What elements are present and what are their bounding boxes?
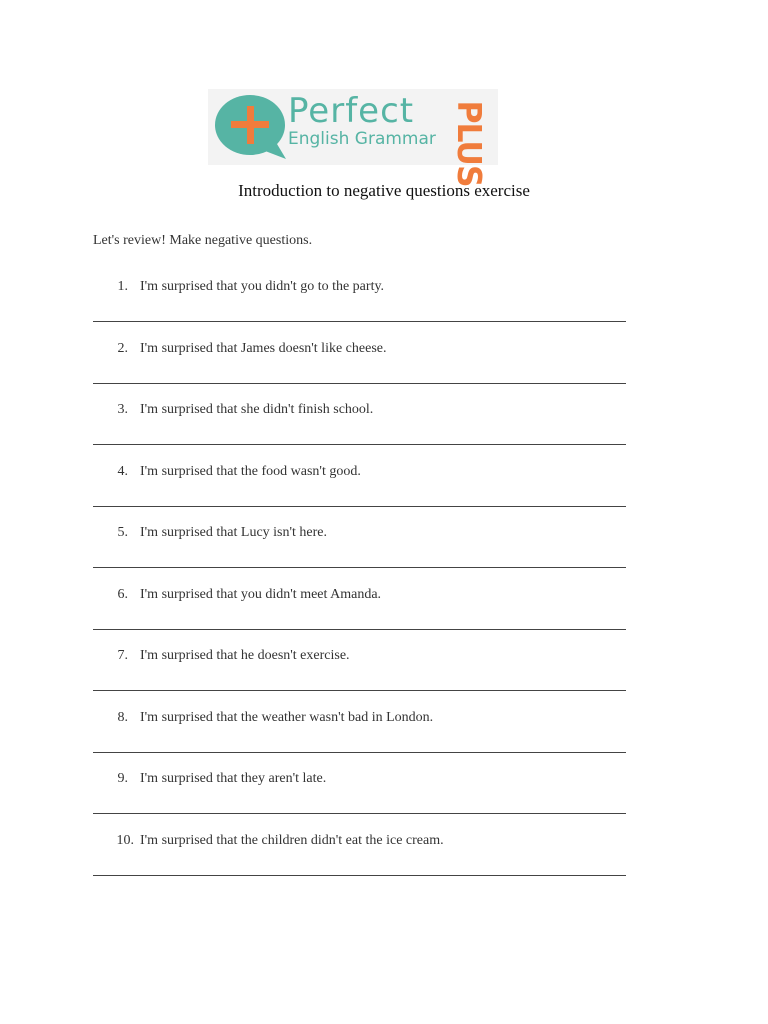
logo-word-english-grammar: English Grammar	[288, 129, 436, 149]
instructions-text: Let's review! Make negative questions.	[93, 233, 313, 248]
question-number: 2.	[117, 341, 128, 356]
question-sentence: I'm surprised that you didn't meet Amanda.	[140, 587, 382, 602]
answer-line[interactable]	[93, 383, 626, 384]
question-sentence: I'm surprised that the children didn't eat the ice cream.	[140, 833, 444, 848]
answer-line[interactable]	[93, 506, 626, 507]
answer-line[interactable]	[93, 629, 626, 630]
question-number: 9.	[117, 771, 128, 786]
question-sentence: I'm surprised that James doesn't like cheese.	[140, 341, 387, 356]
answer-line[interactable]	[93, 690, 626, 691]
question-sentence: I'm surprised that the food wasn't good.	[140, 464, 361, 479]
question-sentence: I'm surprised that he doesn't exercise.	[140, 648, 350, 663]
question-sentence: I'm surprised that you didn't go to the party.	[140, 279, 385, 294]
answer-line[interactable]	[93, 813, 626, 814]
answer-line[interactable]	[93, 875, 626, 876]
question-sentence: I'm surprised that Lucy isn't here.	[140, 525, 327, 540]
question-sentence: I'm surprised that she didn't finish school.	[140, 402, 374, 417]
question-number: 10.	[116, 833, 134, 848]
exercise-title: Introduction to negative questions exercise	[238, 181, 530, 200]
answer-line[interactable]	[93, 444, 626, 445]
question-sentence: I'm surprised that the weather wasn't bad in London.	[140, 710, 434, 725]
question-number: 7.	[117, 648, 128, 663]
logo-word-perfect: Perfect	[288, 91, 415, 131]
answer-line[interactable]	[93, 752, 626, 753]
question-number: 8.	[117, 710, 128, 725]
question-number: 1.	[117, 279, 128, 294]
question-number: 5.	[117, 525, 128, 540]
question-number: 3.	[117, 402, 128, 417]
question-number: 4.	[117, 464, 128, 479]
question-sentence: I'm surprised that they aren't late.	[140, 771, 327, 786]
question-number: 6.	[117, 587, 128, 602]
perfect-english-grammar-plus-logo	[208, 89, 498, 187]
logo-plus-badge: PLUS	[450, 100, 489, 187]
answer-line[interactable]	[93, 321, 626, 322]
answer-line[interactable]	[93, 567, 626, 568]
